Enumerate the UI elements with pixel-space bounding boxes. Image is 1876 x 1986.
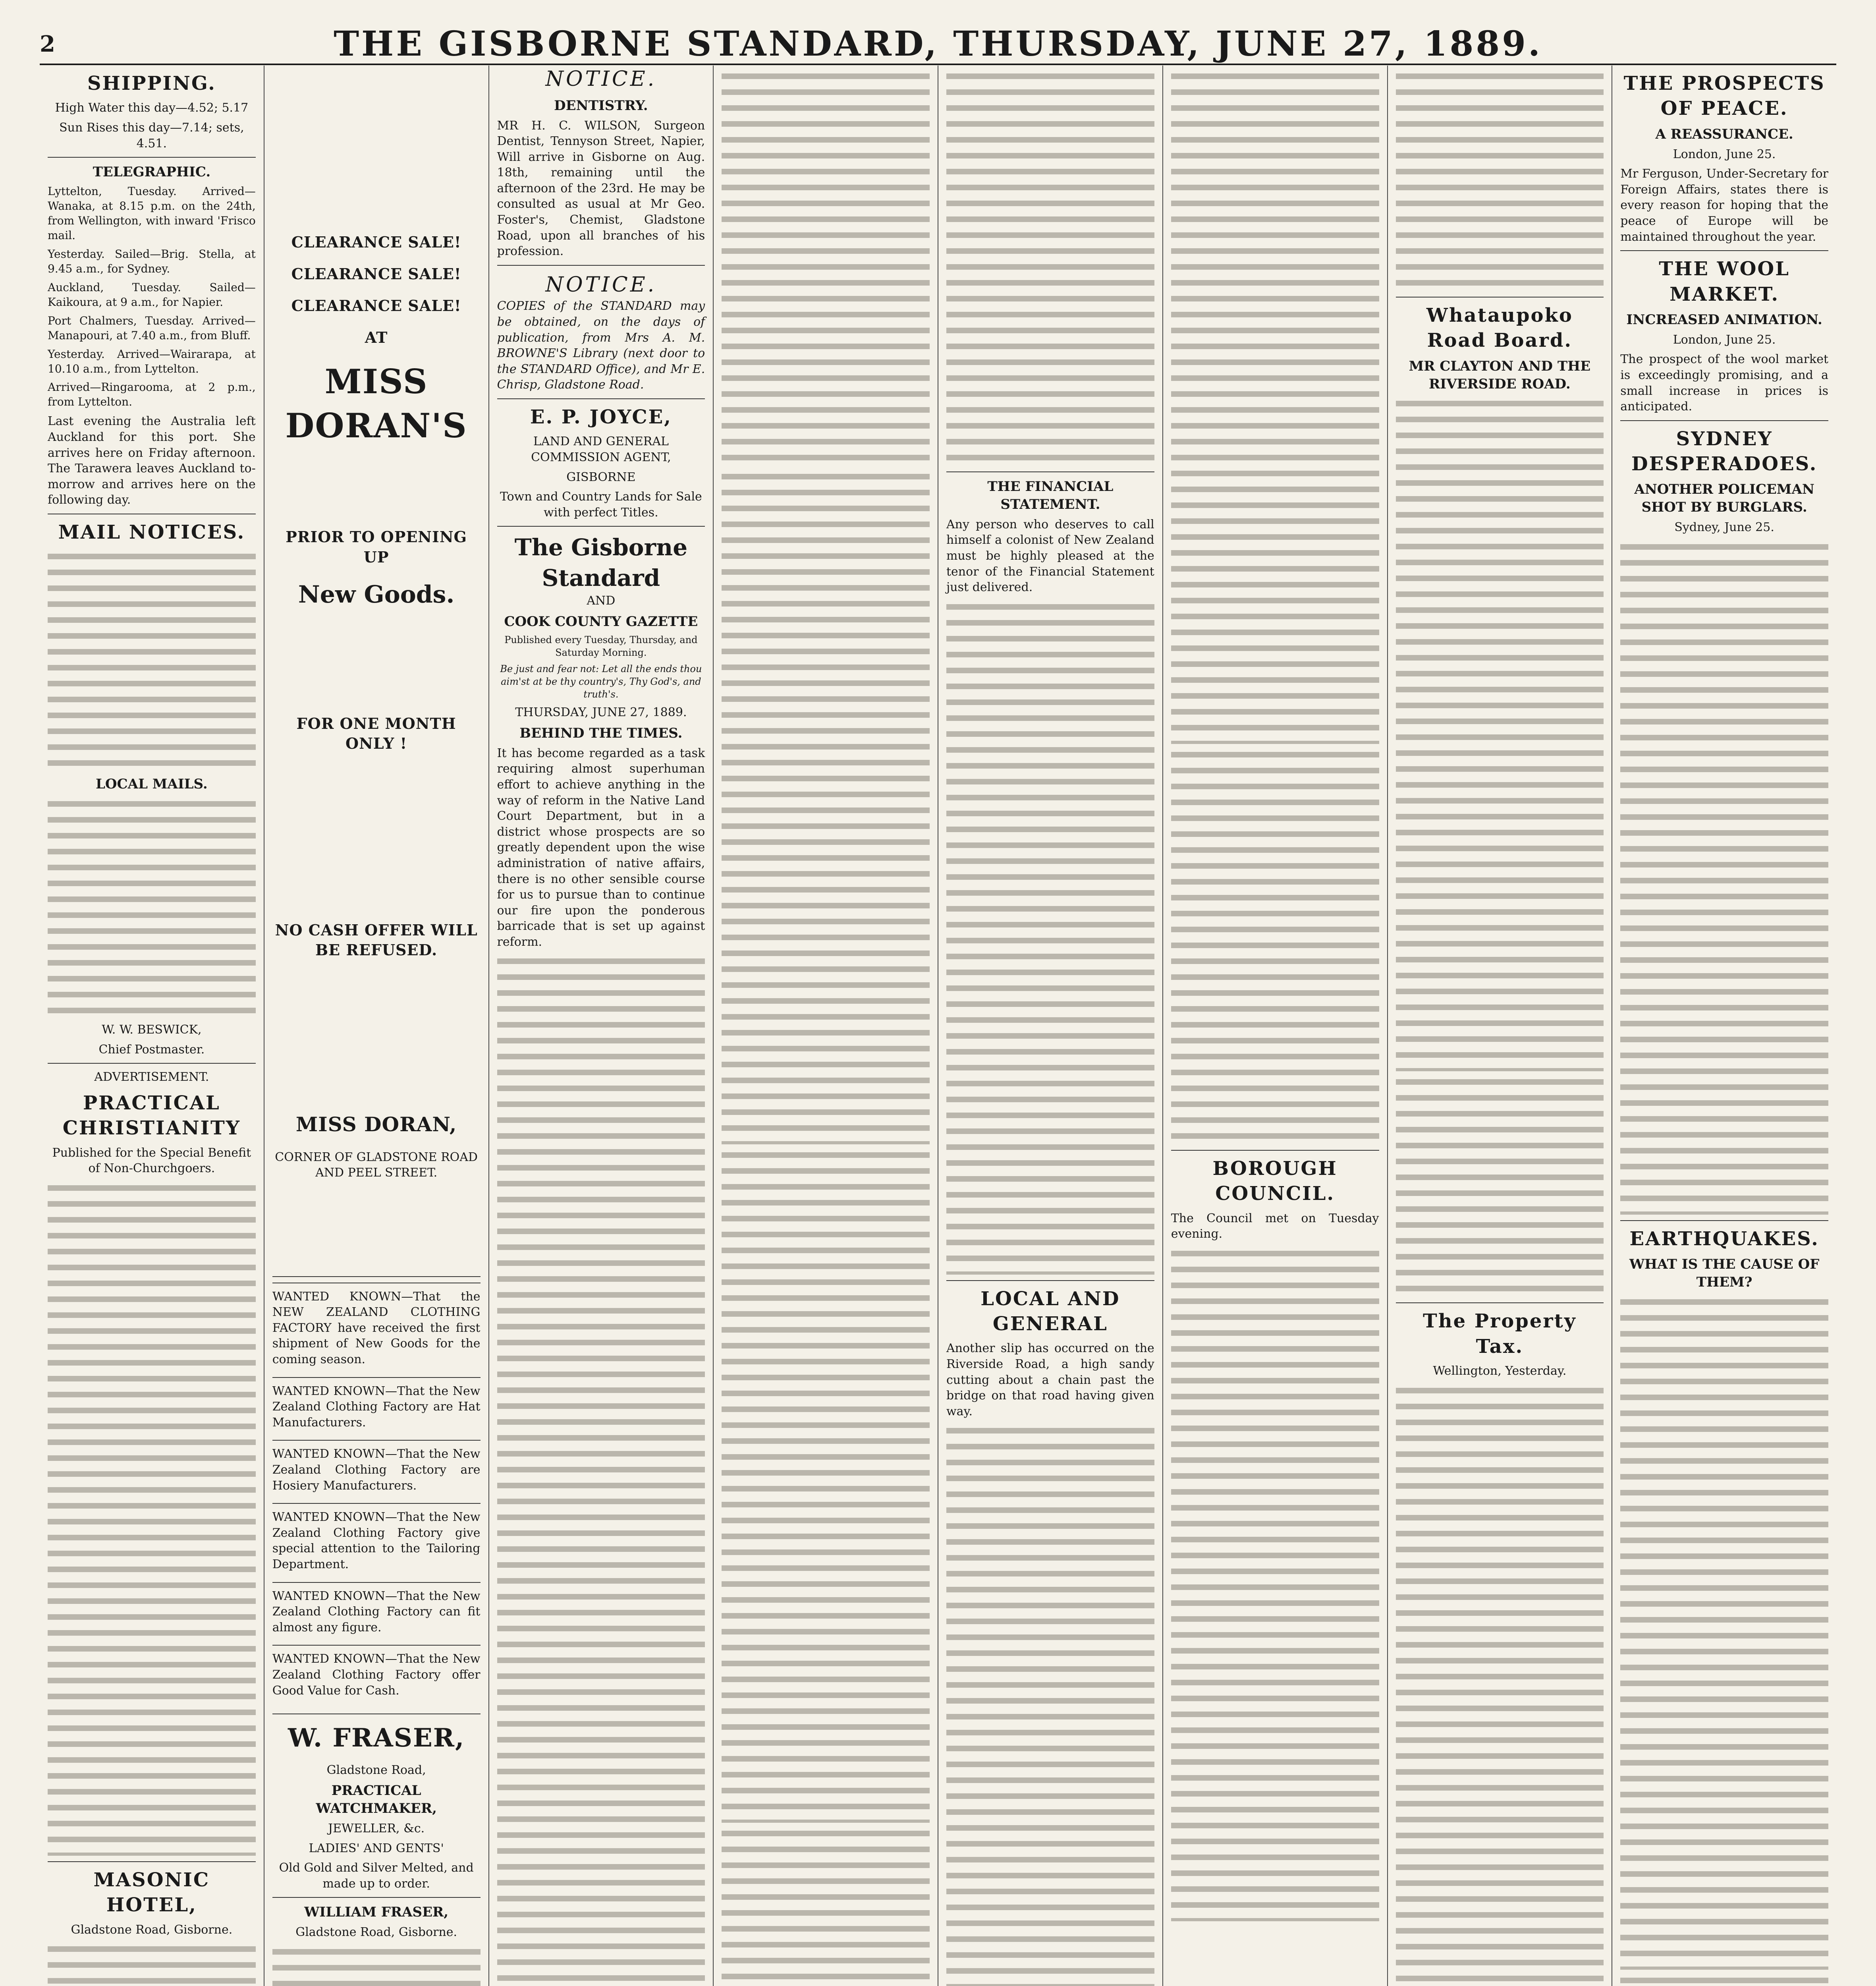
dentistry-heading: DENTISTRY.: [554, 97, 648, 114]
notice-heading: NOTICE.: [545, 67, 657, 91]
newspaper-title: THE GISBORNE STANDARD, THURSDAY, JUNE 27, 1889.: [334, 24, 1542, 64]
wool-dateline: London, June 25.: [1673, 332, 1776, 347]
joyce-name: E. P. JOYCE,: [530, 406, 672, 429]
divider: [1620, 1220, 1828, 1221]
wanted-known-ad: [272, 1503, 481, 1582]
wanted-text: WANTED KNOWN—That the NEW ZEALAND CLOTHING FACTORY have received the first shipment of New Goods for the coming season.: [272, 1289, 481, 1367]
column-7: [1388, 66, 1613, 1986]
whataupoko-heading: Whataupoko Road Board.: [1426, 304, 1573, 352]
wanted-text: WANTED KNOWN—That the New Zealand Clothing Factory give special attention to the Tailoring Department.: [272, 1510, 481, 1571]
news-text: [1171, 69, 1379, 744]
wool-sub: INCREASED ANIMATION.: [1626, 311, 1822, 328]
mail-heading: MAIL NOTICES.: [58, 521, 245, 543]
dateline: THURSDAY, JUNE 27, 1889.: [515, 705, 687, 720]
shipping-report: Auckland, Tuesday. Sailed—Kaikoura, at 9 a.m., for Napier.: [48, 280, 256, 309]
fraser-name: W. FRASER,: [288, 1723, 465, 1753]
fraser-trade: PRACTICAL WATCHMAKER,: [316, 1783, 437, 1817]
financial-heading: THE FINANCIAL STATEMENT.: [987, 479, 1114, 512]
page-number: 2: [40, 31, 55, 57]
divider: [48, 1063, 256, 1064]
masonic-heading: MASONIC HOTEL,: [93, 1868, 210, 1916]
no-cash-offer: NO CASH OFFER WILL BE REFUSED.: [275, 921, 478, 959]
peace-sub: A REASSURANCE.: [1655, 126, 1793, 142]
wanted-text: WANTED KNOWN—That the New Zealand Clothing Factory are Hosiery Manufacturers.: [272, 1447, 481, 1493]
column-5: [938, 66, 1163, 1986]
local-text: [946, 1423, 1154, 1986]
editorial-text: [497, 954, 705, 1986]
column-8: [1612, 66, 1836, 1986]
whataupoko-text: [1396, 1074, 1604, 1297]
new-goods: New Goods.: [298, 580, 455, 609]
shipping-report: Arrived—Ringarooma, at 2 p.m., from Lyttelton.: [48, 381, 256, 409]
borough-council-heading: BOROUGH COUNCIL.: [1212, 1157, 1338, 1205]
column-6: [1163, 66, 1388, 1986]
clearance-at: AT: [365, 328, 388, 347]
shipping-note: Last evening the Australia left Auckland for this port. She arrives here on Friday afternoon. The Tarawera leaves Auckland to-morrow and arrives here on the following day.: [48, 414, 256, 507]
wanted-known-ad: [272, 1582, 481, 1645]
masonic-text: [48, 1942, 256, 1986]
wanted-known-ad: [272, 1377, 481, 1440]
borough-text: [1171, 1246, 1379, 1921]
miss-doran-heading: MISS DORAN'S: [285, 361, 467, 445]
wanted-known-ad: [272, 1440, 481, 1503]
divider: [497, 526, 705, 527]
sydney-heading: SYDNEY DESPERADOES.: [1631, 427, 1818, 475]
divider: [497, 398, 705, 399]
wanted-text: WANTED KNOWN—That the New Zealand Clothing Factory offer Good Value for Cash.: [272, 1652, 481, 1698]
news-text: [1396, 69, 1604, 291]
wanted-known-ad: [272, 1283, 481, 1377]
advertisement-label: ADVERTISEMENT.: [94, 1070, 209, 1084]
divider: [1620, 420, 1828, 421]
column-2: [264, 66, 489, 1986]
whataupoko-text: [1396, 396, 1604, 1071]
standard-and: AND: [587, 594, 616, 608]
high-water: High Water this day—4.52; 5.17: [55, 101, 249, 115]
county-gazette: COOK COUNTY GAZETTE: [504, 614, 698, 630]
sydney-dateline: Sydney, June 25.: [1674, 520, 1774, 535]
fraser-trade2: JEWELLER, &c.: [328, 1821, 425, 1835]
earthquakes-heading: EARTHQUAKES.: [1629, 1227, 1819, 1250]
columns: [40, 66, 1836, 1986]
wm-fraser-text: [272, 1944, 481, 1986]
joyce-title: LAND AND GENERAL COMMISSION AGENT,: [531, 435, 671, 464]
property-tax-text: [1396, 1383, 1604, 1986]
divider: [272, 1276, 481, 1277]
christianity-sub: Published for the Special Benefit of Non-Churchgoers.: [52, 1146, 251, 1176]
shipping-report: Lyttelton, Tuesday. Arrived—Wanaka, at 8.15 p.m. on the 24th, from Wellington, with inward 'Frisco mail.: [48, 185, 256, 242]
editorial-continued: [722, 469, 930, 1144]
postmaster-name: W. W. BESWICK,: [102, 1023, 202, 1037]
earthquakes-text: [1620, 1294, 1828, 1970]
editorial-continued: [722, 1826, 930, 1986]
peace-dateline: London, June 25.: [1673, 147, 1776, 161]
editorial-continued: [722, 69, 930, 466]
shipping-heading: SHIPPING.: [87, 72, 216, 95]
joyce-line: Town and Country Lands for Sale with perfect Titles.: [500, 490, 702, 520]
dentistry-text: MR H. C. WILSON, Surgeon Dentist, Tennyson Street, Napier, Will arrive in Gisborne on Aug. 18th, remaining until the afternoon of the 23rd. He may be consulted as usual at Mr Geo. Foster's, Chemist, Gladstone Road, upon all branches of his profession.: [497, 118, 705, 259]
divider: [1396, 297, 1604, 298]
news-text: [1171, 747, 1379, 1144]
wanted-text: WANTED KNOWN—That the New Zealand Clothing Factory can fit almost any figure.: [272, 1589, 481, 1634]
borough-lead: The Council met on Tuesday evening.: [1171, 1211, 1379, 1241]
local-mails-heading: LOCAL MAILS.: [96, 776, 208, 792]
local-lead: Another slip has occurred on the Riverside Road, a high sandy cutting about a chain past the bridge on that road having given way.: [946, 1341, 1154, 1418]
sydney-text: [1620, 539, 1828, 1215]
wm-fraser-address: Gladstone Road, Gisborne.: [295, 1925, 457, 1940]
masthead: [40, 16, 1836, 65]
divider: [946, 1280, 1154, 1281]
peace-text: Mr Ferguson, Under-Secretary for Foreign Affairs, states there is every reason for hoping that the peace of Europe will be maintained throughout the year.: [1620, 167, 1829, 244]
wm-fraser-name: WILLIAM FRASER,: [304, 1904, 449, 1920]
christianity-text: [48, 1180, 256, 1856]
postmaster-title: Chief Postmaster.: [98, 1042, 205, 1057]
divider: [946, 471, 1154, 472]
editorial-heading: BEHIND THE TIMES.: [519, 725, 683, 741]
financial-lead: Any person who deserves to call himself a colonist of New Zealand must be highly pleased at the tenor of the Financial Statement just delivered.: [946, 517, 1154, 595]
divider: [1171, 1150, 1379, 1151]
earthquakes-sub: WHAT IS THE CAUSE OF THEM?: [1629, 1256, 1820, 1291]
motto: Be just and fear not: Let all the ends thou aim'st at be thy country's, Thy God's, and truth's.: [500, 663, 702, 700]
joyce-place: GISBORNE: [566, 470, 636, 484]
notice-heading: NOTICE.: [545, 272, 657, 297]
whataupoko-sub: MR CLAYTON AND THE RIVERSIDE ROAD.: [1409, 358, 1591, 392]
divider: [497, 265, 705, 266]
column-4: [714, 66, 938, 1986]
wanted-known-ad: [272, 1645, 481, 1708]
news-text: [946, 69, 1154, 466]
editorial-continued: [722, 1148, 930, 1823]
copies-notice-text: COPIES of the STANDARD may be obtained, on the days of publication, from Mrs A. M. BROWNE'S Library (next door to the STANDARD Office), and Mr E. Chrisp, Gladstone Road.: [497, 299, 705, 392]
earthquakes-text: [1620, 1973, 1828, 1986]
divider: [48, 157, 256, 158]
divider: [272, 1897, 481, 1898]
divider: [1620, 250, 1828, 251]
wool-text: The prospect of the wool market is exceedingly promising, and a small increase in prices is anticipated.: [1620, 352, 1828, 414]
miss-doran-signature: MISS DORAN,: [295, 1112, 457, 1136]
property-tax-heading: The Property Tax.: [1423, 1310, 1577, 1358]
prior-to-opening: PRIOR TO OPENING UP: [286, 528, 467, 566]
fraser-address: Gladstone Road,: [326, 1763, 426, 1777]
column-3: [489, 66, 714, 1986]
doran-address: CORNER OF GLADSTONE ROAD AND PEEL STREET.: [275, 1150, 478, 1180]
shipping-report: Yesterday. Arrived—Wairarapa, at 10.10 a.m., from Lyttelton.: [48, 347, 256, 375]
masonic-sub: Gladstone Road, Gisborne.: [71, 1922, 233, 1937]
telegraphic-heading: TELEGRAPHIC.: [93, 164, 211, 180]
peace-heading: THE PROSPECTS OF PEACE.: [1623, 72, 1825, 120]
standard-title: The Gisborne Standard: [514, 534, 688, 591]
divider: [1396, 1302, 1604, 1303]
sun-times: Sun Rises this day—7.14; sets, 4.51.: [59, 120, 244, 151]
wool-heading: THE WOOL MARKET.: [1659, 258, 1790, 305]
clearance-sale-2: CLEARANCE SALE!: [291, 265, 461, 283]
financial-text: [946, 599, 1154, 1275]
column-1: [40, 66, 264, 1986]
fraser-gold: Old Gold and Silver Melted, and made up to order.: [279, 1861, 474, 1891]
published-line: Published every Tuesday, Thursday, and Saturday Morning.: [504, 634, 698, 658]
mail-schedule-text: [48, 549, 256, 771]
sydney-sub: ANOTHER POLICEMAN SHOT BY BURGLARS.: [1634, 481, 1814, 516]
local-mails-text: [48, 796, 256, 1019]
fraser-ladies: LADIES' AND GENTS': [309, 1841, 444, 1855]
shipping-report: Yesterday. Sailed—Brig. Stella, at 9.45 a.m., for Sydney.: [48, 247, 256, 275]
clearance-sale-3: CLEARANCE SALE!: [291, 297, 461, 315]
christianity-heading: PRACTICAL CHRISTIANITY: [62, 1092, 241, 1140]
one-month-only: FOR ONE MONTH ONLY !: [296, 714, 456, 753]
editorial-lead: It has become regarded as a task requiring almost superhuman effort to achieve anything in the way of reform in the Native Land Court Department, but in a district whose prospects are so greatly dependent upon the wise administration of native affairs, there is no other sensible course for us to pursue than to continue our fire upon the ponderous barricade that is set up against reform.: [497, 746, 705, 949]
shipping-report: Port Chalmers, Tuesday. Arrived—Manapouri, at 7.40 a.m., from Bluff.: [48, 314, 256, 342]
wanted-text: WANTED KNOWN—That the New Zealand Clothing Factory are Hat Manufacturers.: [272, 1384, 481, 1430]
divider: [48, 1861, 256, 1862]
clearance-sale-1: CLEARANCE SALE!: [291, 233, 461, 251]
property-tax-dateline: Wellington, Yesterday.: [1433, 1364, 1567, 1378]
local-general-heading: LOCAL AND GENERAL: [980, 1287, 1120, 1335]
